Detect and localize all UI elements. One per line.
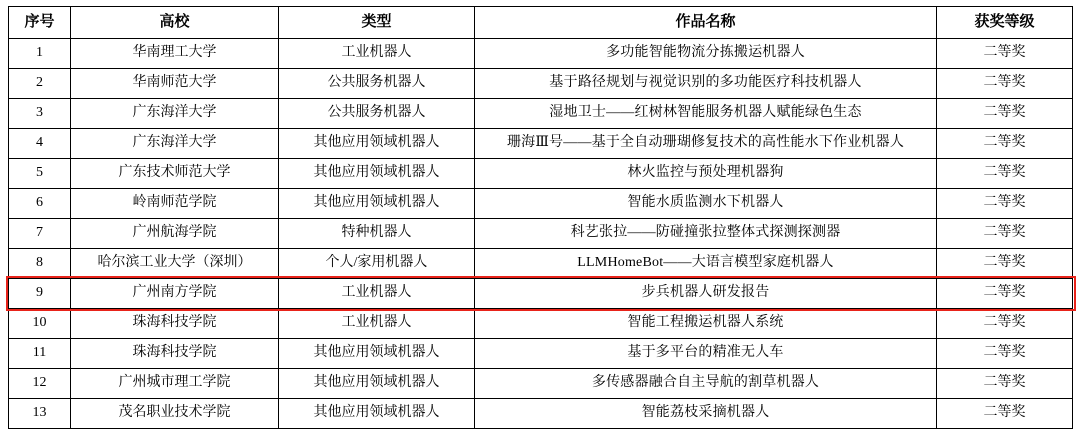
cell-no: 9 (9, 279, 71, 309)
table-body (9, 39, 1073, 429)
award-table (8, 6, 1073, 429)
table-row (9, 339, 1073, 369)
cell-university: 广东技术师范大学 (71, 159, 279, 189)
table-row (9, 399, 1073, 429)
cell-no: 5 (9, 159, 71, 189)
cell-no: 2 (9, 69, 71, 99)
cell-work-name: 珊海Ⅲ号——基于全自动珊瑚修复技术的高性能水下作业机器人 (475, 129, 937, 159)
cell-type: 工业机器人 (279, 279, 475, 309)
cell-type: 个人/家用机器人 (279, 249, 475, 279)
cell-university: 茂名职业技术学院 (71, 399, 279, 429)
table-header-row (9, 7, 1073, 39)
table-row (9, 249, 1073, 279)
cell-university: 广东海洋大学 (71, 99, 279, 129)
cell-type: 其他应用领域机器人 (279, 189, 475, 219)
cell-type: 其他应用领域机器人 (279, 159, 475, 189)
cell-award-level: 二等奖 (937, 309, 1073, 339)
cell-work-name: 林火监控与预处理机器狗 (475, 159, 937, 189)
cell-work-name: LLMHomeBot——大语言模型家庭机器人 (475, 249, 937, 279)
column-header-no: 序号 (9, 7, 71, 39)
table-row (9, 39, 1073, 69)
cell-type: 其他应用领域机器人 (279, 399, 475, 429)
cell-no: 8 (9, 249, 71, 279)
cell-work-name: 智能荔枝采摘机器人 (475, 399, 937, 429)
cell-university: 珠海科技学院 (71, 339, 279, 369)
cell-type: 工业机器人 (279, 39, 475, 69)
table-row (9, 279, 1073, 309)
cell-type: 公共服务机器人 (279, 99, 475, 129)
cell-no: 10 (9, 309, 71, 339)
cell-award-level: 二等奖 (937, 99, 1073, 129)
cell-work-name: 多传感器融合自主导航的割草机器人 (475, 369, 937, 399)
cell-award-level: 二等奖 (937, 159, 1073, 189)
cell-university: 华南师范大学 (71, 69, 279, 99)
cell-work-name: 智能工程搬运机器人系统 (475, 309, 937, 339)
cell-type: 工业机器人 (279, 309, 475, 339)
table-row (9, 219, 1073, 249)
column-header-type: 类型 (279, 7, 475, 39)
cell-university: 广东海洋大学 (71, 129, 279, 159)
cell-type: 其他应用领域机器人 (279, 369, 475, 399)
cell-no: 12 (9, 369, 71, 399)
cell-type: 特种机器人 (279, 219, 475, 249)
table-row (9, 369, 1073, 399)
cell-work-name: 多功能智能物流分拣搬运机器人 (475, 39, 937, 69)
cell-work-name: 步兵机器人研发报告 (475, 279, 937, 309)
table-header (9, 7, 1073, 39)
table-row (9, 309, 1073, 339)
table-row (9, 129, 1073, 159)
cell-work-name: 基于多平台的精准无人车 (475, 339, 937, 369)
cell-no: 6 (9, 189, 71, 219)
cell-work-name: 智能水质监测水下机器人 (475, 189, 937, 219)
cell-university: 广州南方学院 (71, 279, 279, 309)
table-row (9, 99, 1073, 129)
cell-award-level: 二等奖 (937, 369, 1073, 399)
column-header-work: 作品名称 (475, 7, 937, 39)
cell-award-level: 二等奖 (937, 69, 1073, 99)
cell-university: 华南理工大学 (71, 39, 279, 69)
cell-university: 珠海科技学院 (71, 309, 279, 339)
cell-no: 13 (9, 399, 71, 429)
cell-type: 公共服务机器人 (279, 69, 475, 99)
cell-award-level: 二等奖 (937, 339, 1073, 369)
cell-award-level: 二等奖 (937, 399, 1073, 429)
cell-award-level: 二等奖 (937, 249, 1073, 279)
cell-no: 3 (9, 99, 71, 129)
cell-work-name: 科艺张拉——防碰撞张拉整体式探测探测器 (475, 219, 937, 249)
table-row (9, 159, 1073, 189)
table-row (9, 189, 1073, 219)
cell-award-level: 二等奖 (937, 189, 1073, 219)
cell-work-name: 湿地卫士——红树林智能服务机器人赋能绿色生态 (475, 99, 937, 129)
cell-type: 其他应用领域机器人 (279, 129, 475, 159)
cell-no: 4 (9, 129, 71, 159)
cell-university: 广州城市理工学院 (71, 369, 279, 399)
table-row (9, 69, 1073, 99)
cell-no: 11 (9, 339, 71, 369)
cell-type: 其他应用领域机器人 (279, 339, 475, 369)
cell-no: 7 (9, 219, 71, 249)
cell-award-level: 二等奖 (937, 219, 1073, 249)
cell-university: 哈尔滨工业大学（深圳） (71, 249, 279, 279)
column-header-univ: 高校 (71, 7, 279, 39)
cell-award-level: 二等奖 (937, 39, 1073, 69)
cell-award-level: 二等奖 (937, 129, 1073, 159)
column-header-award: 获奖等级 (937, 7, 1073, 39)
cell-award-level: 二等奖 (937, 279, 1073, 309)
cell-university: 岭南师范学院 (71, 189, 279, 219)
cell-university: 广州航海学院 (71, 219, 279, 249)
cell-work-name: 基于路径规划与视觉识别的多功能医疗科技机器人 (475, 69, 937, 99)
cell-no: 1 (9, 39, 71, 69)
